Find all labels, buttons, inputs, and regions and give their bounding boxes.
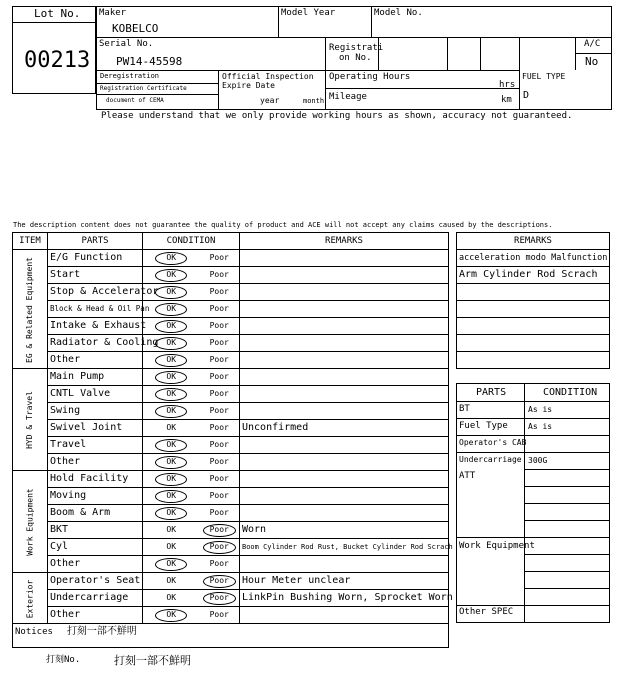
parts-rule	[456, 418, 610, 419]
operating-hours-label: Operating Hours	[329, 72, 411, 82]
stamp-value: 打刻一部不鮮明	[114, 654, 191, 667]
parts-rule	[456, 452, 610, 453]
poor-cell[interactable]	[200, 488, 240, 505]
parts-header: PARTS	[476, 387, 507, 398]
poor-option[interactable]: Poor	[203, 524, 236, 537]
condition-header: CONDITION	[143, 233, 240, 250]
parts-row-label: Operator's CAB	[459, 438, 527, 447]
table-row	[13, 454, 449, 471]
poor-cell[interactable]	[200, 573, 240, 590]
remarks-line	[457, 301, 610, 318]
ok-option[interactable]: OK	[166, 576, 177, 585]
stamp-label: 打刻No.	[46, 655, 81, 665]
parts-row-condition: As is	[528, 422, 553, 431]
parts-rule	[524, 520, 610, 521]
ok-cell[interactable]	[143, 539, 200, 556]
remarks-line-row	[457, 301, 610, 318]
ok-cell[interactable]	[143, 369, 200, 386]
remark-text	[240, 454, 449, 471]
part-name: Radiator & Cooling	[48, 335, 143, 352]
poor-option[interactable]: Poor	[209, 355, 229, 364]
ok-cell[interactable]	[143, 522, 200, 539]
parts-row-condition: 300G	[528, 456, 548, 465]
poor-option[interactable]: Poor	[209, 559, 229, 568]
registration-label-1: Registrati	[329, 43, 384, 53]
remarks-line: Arm Cylinder Rod Scrach	[457, 267, 610, 284]
serial-label: Serial No.	[99, 39, 154, 49]
notices-cell	[13, 624, 449, 648]
section-label: Work Equipment	[25, 488, 35, 556]
parts-section-rule	[456, 605, 524, 606]
poor-cell[interactable]	[200, 471, 240, 488]
poor-cell[interactable]	[200, 250, 240, 267]
poor-option[interactable]: Poor	[209, 508, 229, 517]
table-row	[13, 471, 449, 488]
parts-rule	[524, 554, 610, 555]
fuel-type-value: D	[523, 90, 530, 101]
part-name: BKT	[48, 522, 143, 539]
table-row	[13, 369, 449, 386]
parts-rule	[524, 469, 610, 470]
ok-cell[interactable]	[143, 250, 200, 267]
ok-cell[interactable]	[143, 556, 200, 573]
remarks-line-row	[457, 352, 610, 369]
remark-text	[240, 488, 449, 505]
registration-certificate-label: Registration Certificate	[100, 85, 187, 92]
table-row	[13, 590, 449, 607]
remark-text	[240, 607, 449, 624]
hours-note: Please understand that we only provide working hours as shown, accuracy not guaranteed.	[101, 111, 573, 121]
parts-section-rule	[456, 537, 524, 538]
remark-text	[240, 284, 449, 301]
section-label-cell	[13, 250, 48, 369]
ok-cell[interactable]	[143, 471, 200, 488]
other-spec-label: Other SPEC	[459, 607, 514, 617]
part-name: Other	[48, 556, 143, 573]
parts-row-label: Fuel Type	[459, 421, 508, 431]
poor-cell[interactable]	[200, 454, 240, 471]
poor-option[interactable]: Poor	[209, 423, 229, 432]
remarks-line	[457, 335, 610, 352]
ok-option[interactable]: OK	[166, 593, 177, 602]
poor-cell[interactable]	[200, 335, 240, 352]
part-name: Other	[48, 454, 143, 471]
remarks-line	[457, 284, 610, 301]
poor-cell[interactable]	[200, 386, 240, 403]
ok-option[interactable]: OK	[155, 286, 187, 299]
poor-cell[interactable]	[200, 318, 240, 335]
part-name: Swivel Joint	[48, 420, 143, 437]
parts-rule	[524, 588, 610, 589]
part-name: Hold Facility	[48, 471, 143, 488]
remark-text: Boom Cylinder Rod Rust, Bucket Cylinder Rod Scrach	[240, 539, 449, 556]
part-name: Intake & Exhaust	[48, 318, 143, 335]
remark-text	[240, 369, 449, 386]
ok-cell[interactable]	[143, 505, 200, 522]
poor-option[interactable]: Poor	[209, 372, 229, 381]
poor-cell[interactable]	[200, 607, 240, 624]
ok-cell[interactable]	[143, 301, 200, 318]
remark-text: Unconfirmed	[240, 420, 449, 437]
poor-cell[interactable]	[200, 539, 240, 556]
poor-option[interactable]: Poor	[209, 304, 229, 313]
poor-option[interactable]: Poor	[209, 338, 229, 347]
part-name: Undercarriage	[48, 590, 143, 607]
ok-cell[interactable]	[143, 607, 200, 624]
ok-option[interactable]: OK	[155, 354, 187, 367]
poor-option[interactable]: Poor	[209, 457, 229, 466]
poor-option[interactable]: Poor	[209, 270, 229, 279]
remark-text	[240, 471, 449, 488]
table-row	[13, 301, 449, 318]
table-row	[13, 573, 449, 590]
remark-text	[240, 437, 449, 454]
remark-text	[240, 505, 449, 522]
inspection-label-2: Expire Date	[222, 81, 275, 90]
poor-option[interactable]: Poor	[209, 406, 229, 415]
remarks-box-header: REMARKS	[457, 233, 610, 250]
table-row	[13, 352, 449, 369]
poor-cell[interactable]	[200, 301, 240, 318]
table-header-row	[13, 233, 449, 250]
parts-rule	[524, 571, 610, 572]
serial-value: PW14-45598	[116, 55, 183, 68]
ok-option[interactable]: OK	[155, 439, 187, 452]
ok-cell[interactable]	[143, 386, 200, 403]
deregistration-label: Deregistration	[100, 72, 160, 80]
poor-option[interactable]: Poor	[209, 474, 229, 483]
remarks-line	[457, 352, 610, 369]
part-name: Block & Head & Oil Pan	[48, 301, 143, 318]
part-name: Main Pump	[48, 369, 143, 386]
remarks-line-row	[457, 267, 610, 284]
part-name: Boom & Arm	[48, 505, 143, 522]
parts-header: PARTS	[48, 233, 143, 250]
parts-rule	[524, 486, 610, 487]
item-header: ITEM	[13, 233, 48, 250]
remark-text	[240, 250, 449, 267]
ok-option[interactable]: OK	[155, 371, 187, 384]
maker-label: Maker	[99, 8, 127, 18]
part-name: Other	[48, 352, 143, 369]
ok-option[interactable]: OK	[155, 269, 187, 282]
part-name: Cyl	[48, 539, 143, 556]
part-name: Other	[48, 607, 143, 624]
ok-option[interactable]: OK	[155, 609, 187, 622]
fuel-type-label: FUEL TYPE	[522, 72, 566, 81]
remark-text	[240, 403, 449, 420]
ok-cell[interactable]	[143, 420, 200, 437]
ok-cell[interactable]	[143, 488, 200, 505]
remarks-line	[457, 318, 610, 335]
ok-cell[interactable]	[143, 318, 200, 335]
part-name: Start	[48, 267, 143, 284]
table-row	[13, 335, 449, 352]
cema-label: document of CEMA	[106, 97, 164, 104]
remarks-line-row	[457, 250, 610, 267]
poor-cell[interactable]	[200, 284, 240, 301]
poor-option[interactable]: Poor	[203, 592, 236, 605]
poor-cell[interactable]	[200, 437, 240, 454]
part-name: Stop & Accelerator	[48, 284, 143, 301]
ok-cell[interactable]	[143, 590, 200, 607]
table-row	[13, 318, 449, 335]
maker-value: KOBELCO	[112, 22, 159, 35]
part-name: CNTL Valve	[48, 386, 143, 403]
table-row	[13, 522, 449, 539]
parts-row-label: BT	[459, 404, 470, 414]
remark-text	[240, 267, 449, 284]
remarks-box	[456, 232, 610, 369]
month-label: month	[303, 97, 325, 105]
poor-option[interactable]: Poor	[209, 287, 229, 296]
poor-cell[interactable]	[200, 267, 240, 284]
poor-cell[interactable]	[200, 352, 240, 369]
model-year-label: Model Year	[281, 8, 336, 18]
ok-cell[interactable]	[143, 437, 200, 454]
ok-option[interactable]: OK	[155, 303, 187, 316]
table-row	[13, 607, 449, 624]
ok-option[interactable]: OK	[166, 423, 177, 432]
ok-option[interactable]: OK	[155, 252, 187, 265]
poor-option[interactable]: Poor	[209, 491, 229, 500]
poor-option[interactable]: Poor	[209, 440, 229, 449]
parts-row-label: Undercarriage	[459, 455, 522, 464]
parts-row-condition: As is	[528, 405, 553, 414]
section-label: EG & Related Equipment	[24, 256, 34, 363]
poor-option[interactable]: Poor	[203, 575, 236, 588]
table-row	[13, 386, 449, 403]
ac-value: No	[585, 55, 599, 68]
part-name: Swing	[48, 403, 143, 420]
part-name: Travel	[48, 437, 143, 454]
ok-option[interactable]: OK	[155, 490, 187, 503]
table-row	[13, 250, 449, 267]
remark-text	[240, 352, 449, 369]
remarks-line: acceleration modo Malfunction	[457, 250, 610, 267]
ok-cell[interactable]	[143, 352, 200, 369]
work-equipment-label: Work Equipment	[459, 541, 535, 551]
poor-option[interactable]: Poor	[209, 321, 229, 330]
ok-option[interactable]: OK	[155, 388, 187, 401]
poor-option[interactable]: Poor	[209, 253, 229, 262]
remarks-line-row	[457, 284, 610, 301]
km-label: km	[501, 95, 512, 105]
remark-text: Hour Meter unclear	[240, 573, 449, 590]
remark-text	[240, 556, 449, 573]
remark-text	[240, 301, 449, 318]
poor-cell[interactable]	[200, 505, 240, 522]
table-row	[13, 556, 449, 573]
section-label-cell	[13, 471, 48, 573]
section-label-cell	[13, 573, 48, 624]
poor-cell[interactable]	[200, 420, 240, 437]
table-row	[13, 539, 449, 556]
ok-option[interactable]: OK	[166, 542, 177, 551]
model-no-label: Model No.	[374, 8, 423, 18]
notices-value: 打刻一部不鮮明	[66, 626, 137, 637]
mileage-label: Mileage	[329, 92, 367, 102]
parts-rule	[524, 503, 610, 504]
hrs-label: hrs	[499, 80, 516, 90]
ac-label: A/C	[584, 39, 601, 49]
notices-label: Notices	[15, 627, 53, 637]
part-name: E/G Function	[48, 250, 143, 267]
poor-cell[interactable]	[200, 403, 240, 420]
remark-text: LinkPin Bushing Worn, Sprocket Worn	[240, 590, 449, 607]
ok-cell[interactable]	[143, 267, 200, 284]
year-label: year	[260, 96, 280, 105]
condition-header: CONDITION	[543, 387, 598, 398]
ok-cell[interactable]	[143, 454, 200, 471]
table-row	[13, 403, 449, 420]
att-label: ATT	[459, 471, 476, 481]
registration-label-2: on No.	[339, 53, 372, 63]
parts-rule	[456, 435, 610, 436]
poor-cell[interactable]	[200, 369, 240, 386]
remark-text	[240, 335, 449, 352]
section-label-cell	[13, 369, 48, 471]
ok-cell[interactable]	[143, 573, 200, 590]
poor-option[interactable]: Poor	[209, 389, 229, 398]
ok-option[interactable]: OK	[155, 337, 187, 350]
poor-cell[interactable]	[200, 590, 240, 607]
section-label: HYD & Travel	[24, 391, 34, 449]
parts-rule	[456, 401, 610, 402]
remarks-header: REMARKS	[240, 233, 449, 250]
remark-text: Worn	[240, 522, 449, 539]
table-row	[13, 284, 449, 301]
table-row	[13, 505, 449, 522]
part-name: Moving	[48, 488, 143, 505]
lot-label: Lot No.	[34, 7, 81, 20]
poor-cell[interactable]	[200, 556, 240, 573]
section-label: Exterior	[24, 579, 34, 618]
lot-number: 00213	[24, 48, 91, 73]
ok-option[interactable]: OK	[155, 320, 187, 333]
inspection-label-1: Official Inspection	[222, 72, 314, 81]
table-row	[13, 267, 449, 284]
ok-option[interactable]: OK	[155, 473, 187, 486]
part-name: Operator's Seat	[48, 573, 143, 590]
poor-cell[interactable]	[200, 522, 240, 539]
ok-option[interactable]: OK	[155, 405, 187, 418]
poor-option[interactable]: Poor	[203, 541, 236, 554]
table-row	[13, 488, 449, 505]
remarks-line-row	[457, 318, 610, 335]
table-row	[13, 420, 449, 437]
disclaimer-text: The description content does not guarantee the quality of product and ACE will not accept any claims caused by the descriptions.	[13, 221, 553, 229]
poor-option[interactable]: Poor	[209, 610, 229, 619]
ok-option[interactable]: OK	[155, 507, 187, 520]
condition-table	[12, 232, 453, 648]
remark-text	[240, 318, 449, 335]
ok-cell[interactable]	[143, 403, 200, 420]
parts-rule	[524, 537, 610, 538]
remarks-line-row	[457, 335, 610, 352]
notices-row	[13, 624, 449, 648]
ok-option[interactable]: OK	[155, 456, 187, 469]
table-row	[13, 437, 449, 454]
remark-text	[240, 386, 449, 403]
ok-option[interactable]: OK	[155, 558, 187, 571]
ok-option[interactable]: OK	[166, 525, 177, 534]
